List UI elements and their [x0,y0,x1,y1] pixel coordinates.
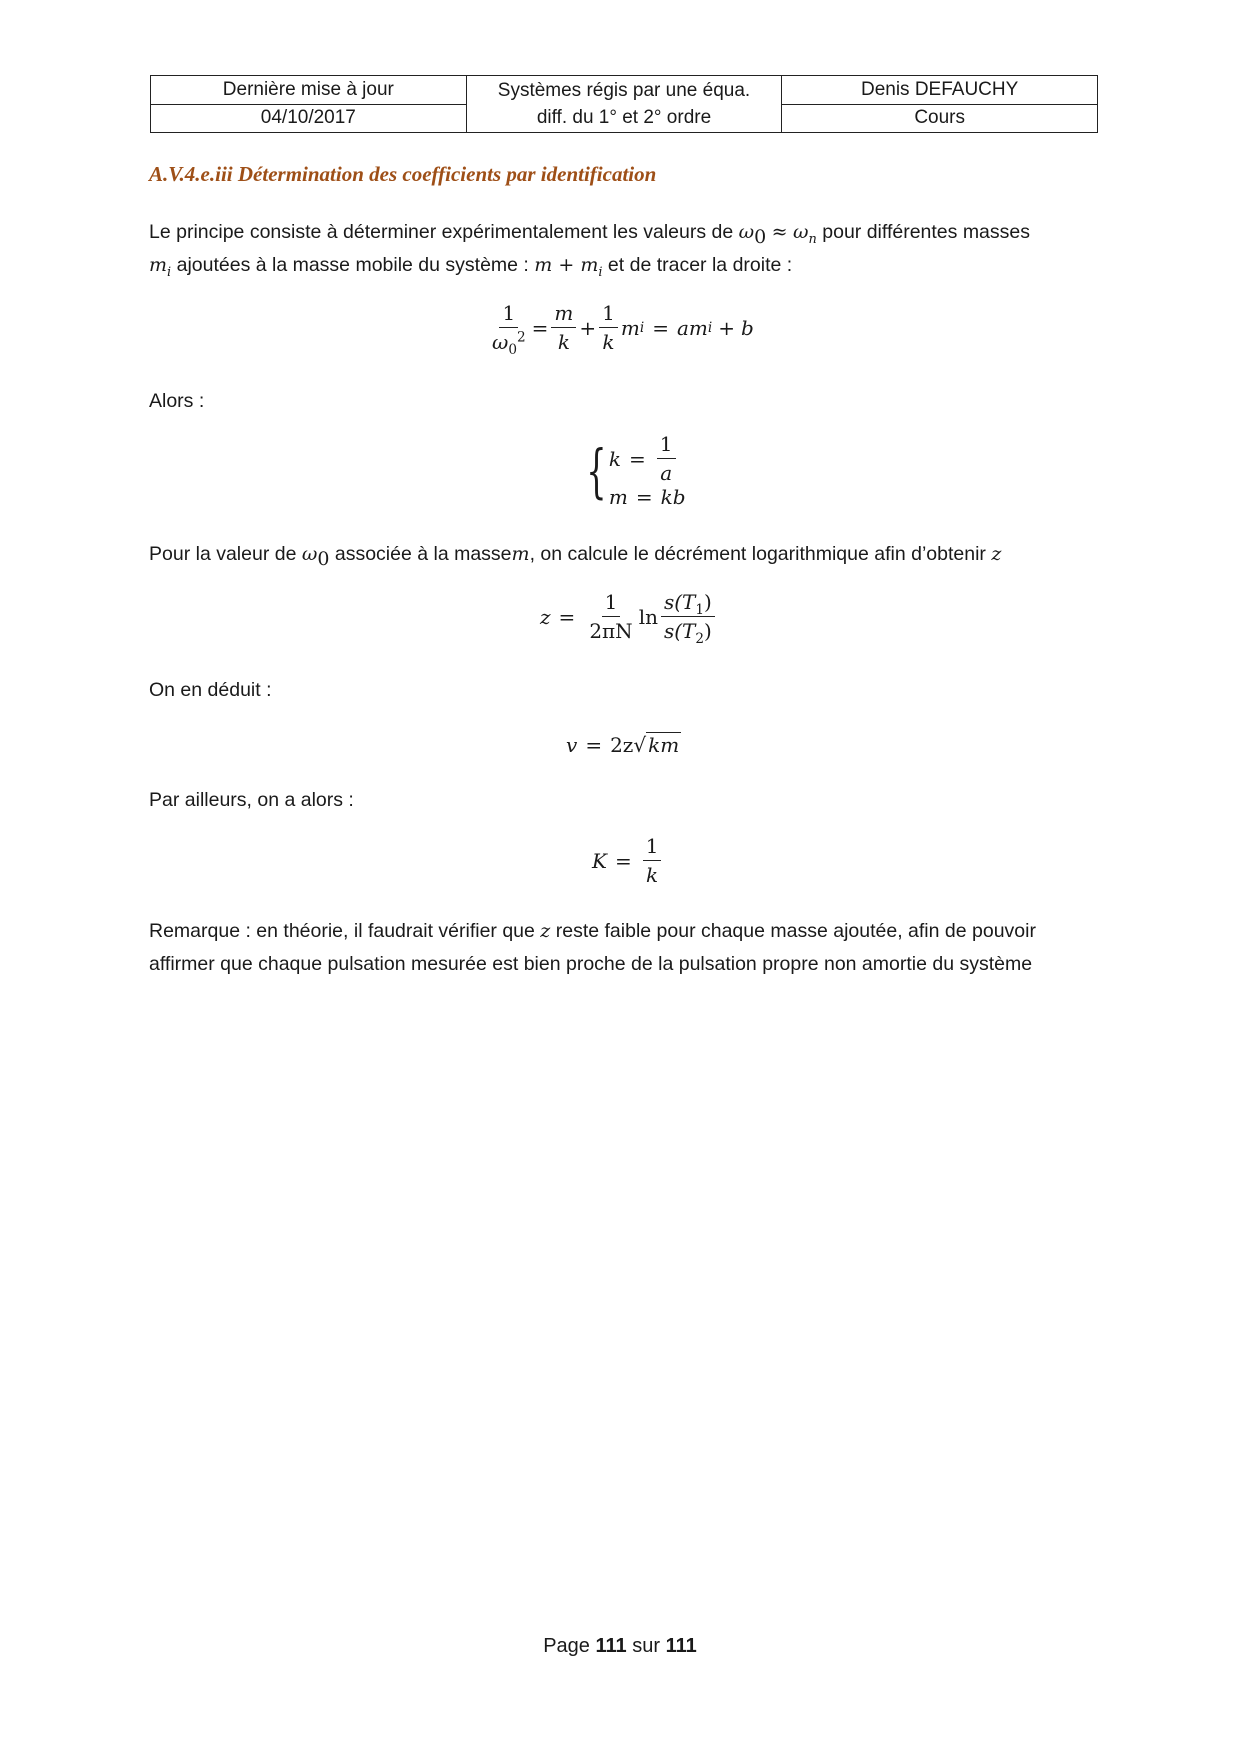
text-ailleurs: Par ailleurs, on a alors : [149,789,354,811]
equation-decrement: z = $\frac{1}{2\pi N}$ ln $\frac{s(T_1)}{s(T_2)}$ [540,590,718,643]
remark-line1: Remarque : en théorie, il faudrait vérifier que z reste faible pour chaque masse ajoutée, afin de pouvoir [149,920,1036,942]
section-title: A.V.4.e.iii Détermination des coefficients par identification [149,162,657,186]
m-i: $m_i$ [149,254,172,280]
subject-line-1: Systèmes régis par une équa. [497,80,751,101]
header-table [150,75,1098,133]
subject-line-2: diff. du 1° et 2° ordre [536,107,712,128]
paragraph-decrement: Pour la valeur de $\omega_0$ associée à la massem, on calcule le décrément logarithmique afin d’obtenir z [149,543,1002,570]
last-update-label: Dernière mise à jour [151,76,467,105]
paragraph-intro-line2: $m_i$ ajoutées à la masse mobile du système : $m + m_i$ et de tracer la droite : [149,254,793,280]
equation-gain: K = $\frac{1}{k}$ [592,834,664,887]
page-footer: Page 111 sur 111 [543,1635,697,1657]
text-deduit: On en déduit : [149,679,272,701]
equation-line-fit: $\frac{1}{\omega_0^2}$ = $\frac{m}{k}$ + $\frac{1}{k}$ m i = am i + b [492,301,754,358]
subject-cell [466,76,782,133]
remark-line2: affirmer que chaque pulsation mesurée est bien proche de la pulsation propre non amortie du système [149,953,1033,975]
update-date: 04/10/2017 [151,104,467,133]
m-plus-mi: $m + m_i$ [534,254,603,280]
paragraph-intro-line1: Le principe consiste à déterminer expérimentalement les valeurs de $\omega_0 \approx \omega_n$ pour différentes masses [149,221,1030,248]
equation-damping: v = 2z √ km [566,732,680,757]
author: Denis DEFAUCHY [782,76,1098,105]
omega-0: $\omega_0$ [738,221,767,248]
omega-n: $\omega_n$ [793,221,817,247]
equation-system: { k = $\frac{1}{a}$ m = kb [586,432,686,509]
doc-type: Cours [782,104,1098,133]
text-alors: Alors : [149,390,205,412]
